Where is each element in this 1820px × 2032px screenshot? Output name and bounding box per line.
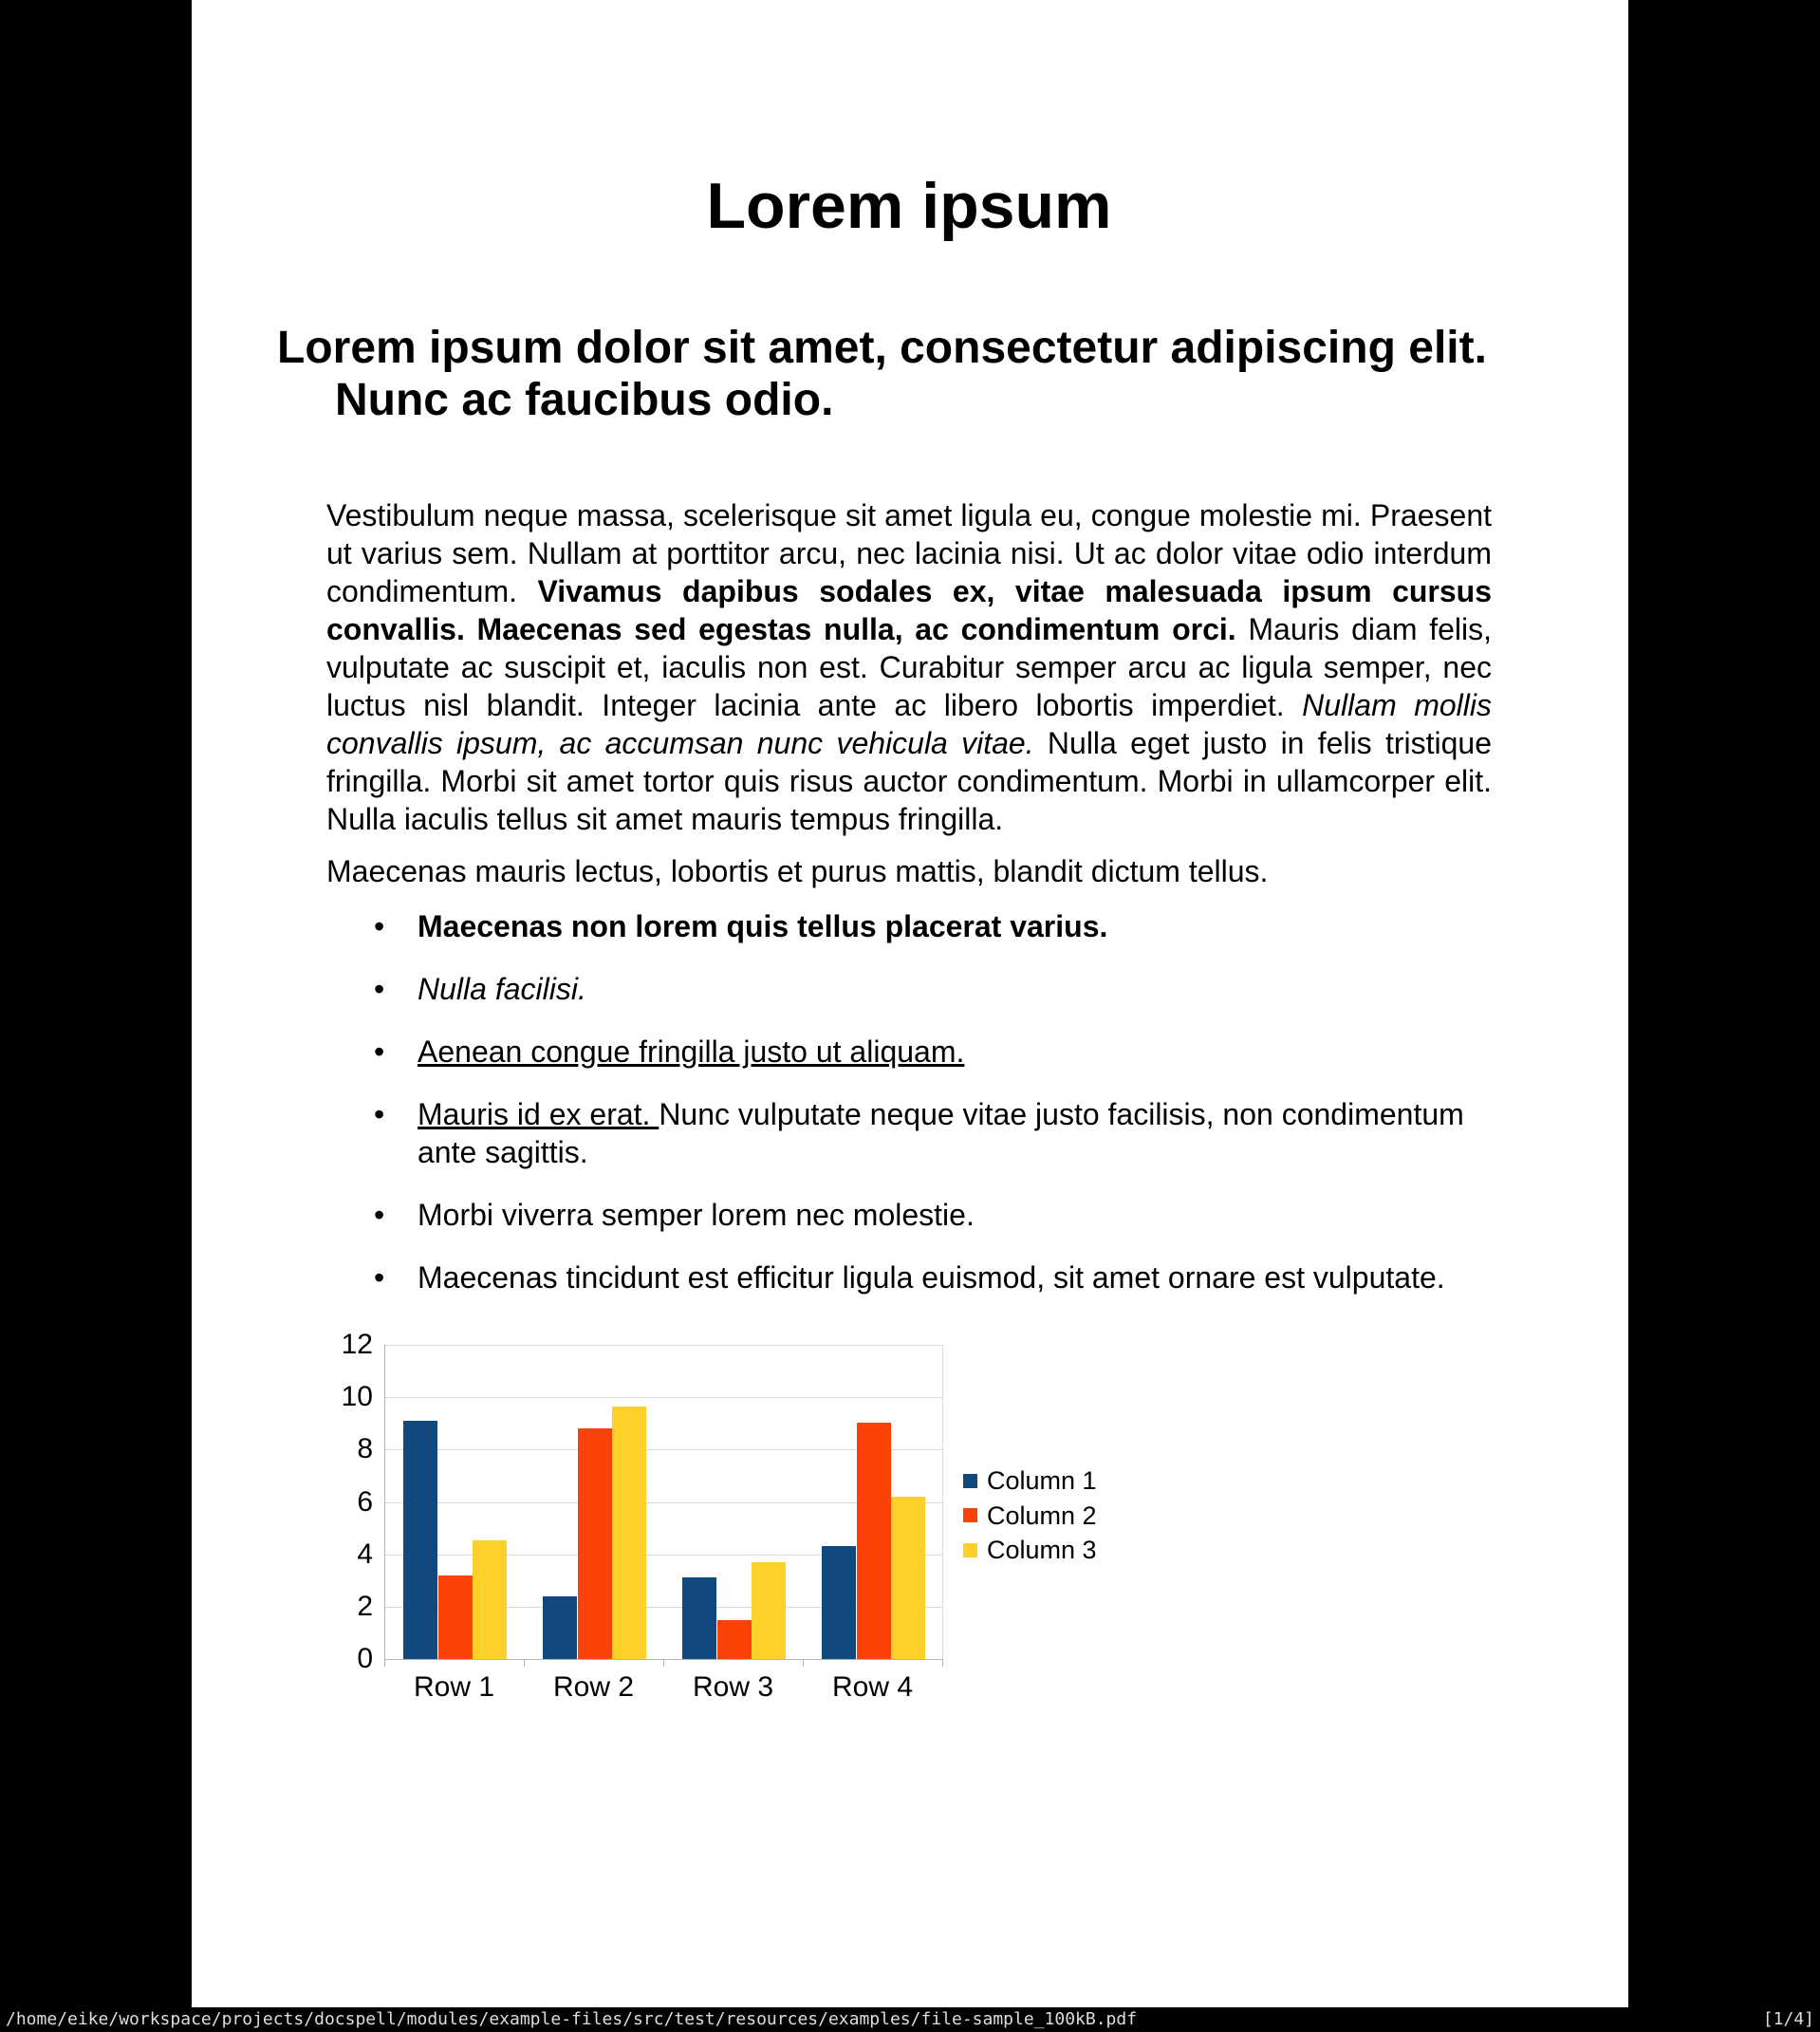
document-heading	[277, 322, 1492, 426]
x-axis-tick	[384, 1659, 385, 1667]
bar-column-2-row-1	[438, 1575, 473, 1659]
legend-swatch	[963, 1508, 977, 1522]
y-axis-tick-label: 4	[357, 1538, 373, 1570]
text-segment: Nunc vulputate neque vitae justo facilisis, non condimentum ante sagittis.	[418, 1097, 1464, 1169]
list-item	[418, 1033, 1492, 1071]
text-segment: Mauris id ex erat.	[418, 1097, 659, 1131]
text-segment: Vestibulum neque massa, scelerisque sit amet ligula eu, congue molestie mi. Praesent ut varius sem. Nullam at porttitor arcu, nec lacinia nisi. Ut ac dolor vitae odio interdum condimentum.	[326, 498, 1492, 608]
bar-column-3-row-1	[473, 1540, 507, 1659]
legend-item	[963, 1501, 1097, 1530]
x-axis-category-label: Row 3	[692, 1671, 774, 1703]
text-segment: Nulla eget justo in felis tristique fringilla. Morbi sit amet tortor quis risus auctor condimentum. Morbi in ullamcorper elit. Nulla iaculis tellus sit amet mauris tempus fringilla.	[326, 726, 1493, 836]
bar-column-1-row-2	[543, 1596, 577, 1659]
bar-column-1-row-4	[822, 1546, 856, 1659]
list-item	[418, 907, 1492, 945]
bar-column-3-row-4	[891, 1497, 925, 1659]
x-axis-tick	[663, 1659, 664, 1667]
y-axis-line	[384, 1345, 385, 1659]
pdf-page	[192, 0, 1628, 2007]
bar-column-2-row-3	[717, 1620, 752, 1659]
legend-swatch	[963, 1474, 977, 1488]
x-axis-tick	[942, 1659, 943, 1667]
list-item	[418, 1095, 1492, 1171]
gridline	[384, 1345, 942, 1346]
file-path: /home/eike/workspace/projects/docspell/modules/example-files/src/test/resources/examples/file-sample_100kB.pdf	[6, 2009, 1138, 2029]
x-axis-tick	[524, 1659, 525, 1667]
x-axis-category-label: Row 1	[413, 1671, 495, 1703]
legend-item	[963, 1466, 1097, 1495]
page-indicator: [1/4]	[1762, 2009, 1814, 2029]
list-item	[418, 1196, 1492, 1234]
legend-item	[963, 1536, 1097, 1564]
plot-right-border	[942, 1345, 943, 1659]
x-axis-tick	[803, 1659, 804, 1667]
list-item	[418, 970, 1492, 1008]
text-segment: Maecenas tincidunt est efficitur ligula euismod, sit amet ornare est vulputate.	[418, 1260, 1445, 1295]
bar-column-1-row-1	[403, 1421, 437, 1659]
document-title: Lorem ipsum	[706, 170, 1112, 242]
text-segment: Nulla facilisi.	[418, 972, 586, 1006]
legend-label: Column 2	[987, 1501, 1097, 1530]
x-axis-category-label: Row 2	[552, 1671, 635, 1703]
gridline	[384, 1397, 942, 1398]
heading-line-1: Lorem ipsum dolor sit amet, consectetur adipiscing elit.	[277, 323, 1487, 373]
bar-column-3-row-3	[752, 1562, 786, 1659]
text-segment: Aenean congue fringilla justo ut aliquam.	[418, 1035, 965, 1069]
x-axis-category-label: Row 4	[831, 1671, 914, 1703]
heading-line-2: Nunc ac faucibus odio.	[335, 375, 834, 425]
bar-chart	[326, 1319, 1626, 1727]
text-segment: Morbi viverra semper lorem nec molestie.	[418, 1198, 975, 1232]
bar-column-2-row-2	[578, 1428, 612, 1659]
y-axis-tick-label: 0	[357, 1643, 373, 1674]
y-axis-tick-label: 10	[341, 1381, 373, 1413]
text-segment: Vivamus dapibus sodales ex, vitae malesuada ipsum cursus convallis. Maecenas sed egestas nulla, ac condimentum orci.	[326, 574, 1493, 646]
bullet-list	[326, 907, 1492, 1296]
y-axis-tick-label: 8	[357, 1433, 373, 1465]
bar-column-2-row-4	[857, 1423, 891, 1659]
y-axis-tick-label: 2	[357, 1590, 373, 1622]
text-segment: Maecenas non lorem quis tellus placerat varius.	[418, 909, 1108, 943]
status-bar	[0, 2007, 1820, 2032]
body-paragraph-1	[326, 496, 1492, 838]
y-axis-tick-label: 12	[341, 1329, 373, 1360]
text-segment: Nullam mollis convallis ipsum, ac accumsan nunc vehicula vitae.	[326, 688, 1492, 760]
y-axis-tick-label: 6	[357, 1485, 373, 1518]
legend-swatch	[963, 1543, 977, 1557]
bar-column-1-row-3	[682, 1577, 716, 1659]
bar-column-3-row-2	[612, 1407, 646, 1659]
body-paragraph-2: Maecenas mauris lectus, lobortis et purus mattis, blandit dictum tellus.	[326, 854, 1269, 888]
text-segment: Mauris diam felis, vulputate ac suscipit et, iaculis non est. Curabitur semper arcu ac ligula semper, nec luctus nisl blandit. Integer lacinia ante ac libero lobortis imperdiet.	[326, 612, 1493, 722]
list-item	[418, 1258, 1492, 1296]
legend-label: Column 1	[987, 1466, 1097, 1495]
legend-label: Column 3	[987, 1536, 1097, 1564]
